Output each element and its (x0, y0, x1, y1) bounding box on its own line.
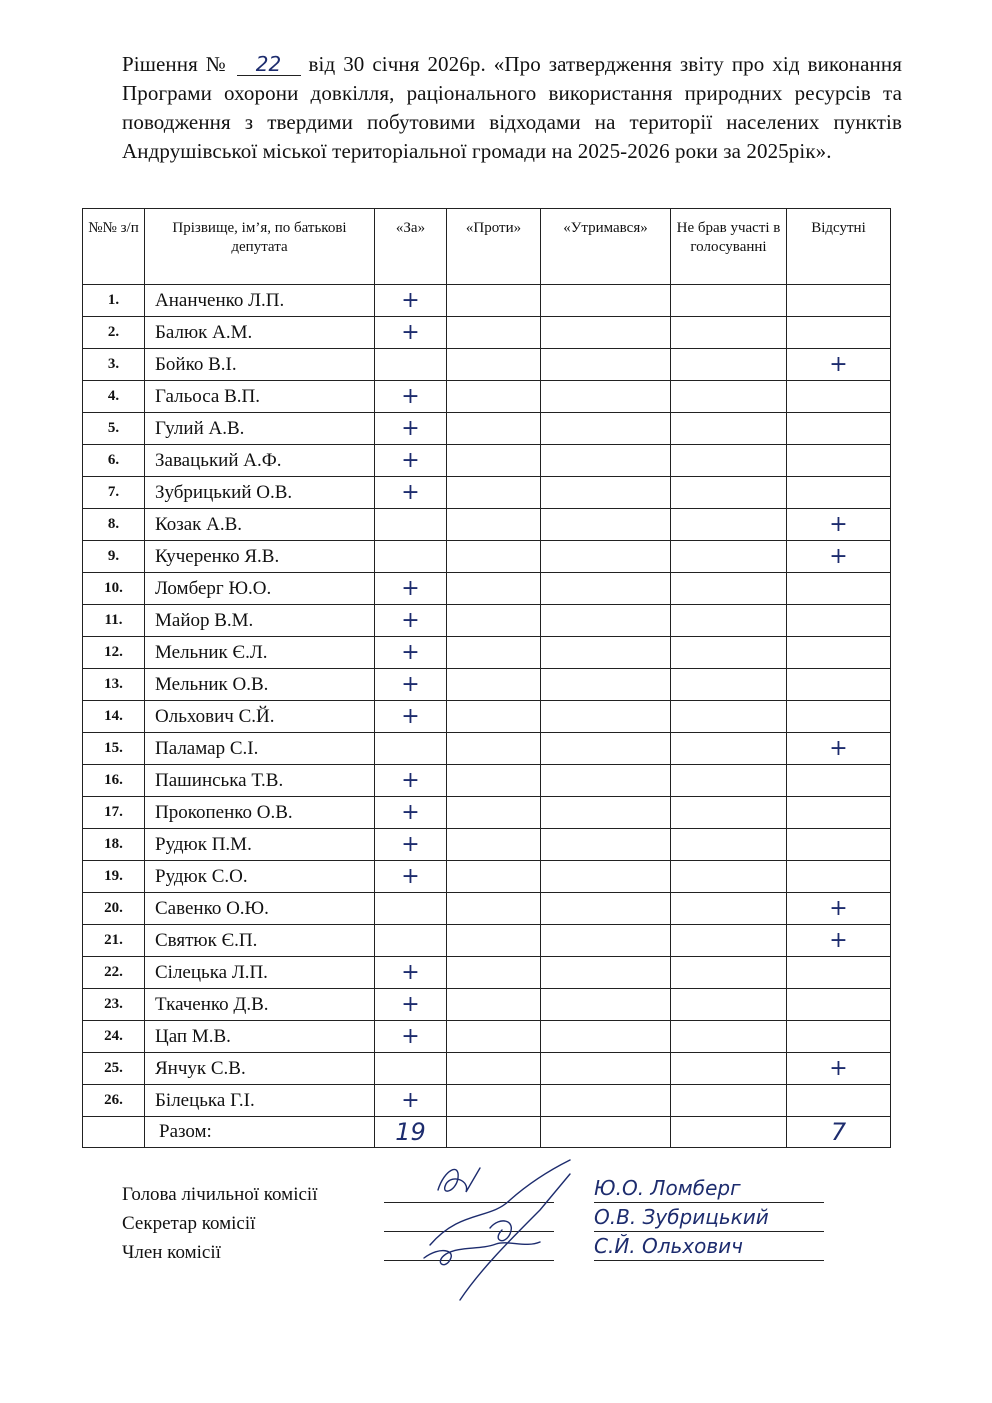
absent-mark: + (787, 733, 891, 765)
table-row (83, 445, 891, 477)
vote-against-cell (447, 733, 541, 765)
row-number: 14. (83, 701, 145, 733)
not-voted-cell (671, 317, 787, 349)
deputy-name: Білецька Г.І. (145, 1085, 375, 1117)
member-signature (424, 1174, 570, 1300)
row-number: 7. (83, 477, 145, 509)
vote-abstain-cell (541, 1021, 671, 1053)
row-number: 19. (83, 861, 145, 893)
not-voted-cell (671, 669, 787, 701)
vote-against-cell (447, 957, 541, 989)
commission-role: Член комісії (122, 1242, 221, 1263)
deputy-name: Паламар С.І. (145, 733, 375, 765)
absent-mark (787, 413, 891, 445)
vote-against-cell (447, 797, 541, 829)
not-voted-cell (671, 701, 787, 733)
absent-mark (787, 797, 891, 829)
vote-abstain-cell (541, 317, 671, 349)
not-voted-cell (671, 797, 787, 829)
vote-against-cell (447, 925, 541, 957)
row-number: 16. (83, 765, 145, 797)
row-number: 12. (83, 637, 145, 669)
vote-abstain-cell (541, 957, 671, 989)
table-row (83, 925, 891, 957)
commission-member-name: О.В. Зубрицький (594, 1203, 824, 1232)
deputy-name: Ольхович С.Й. (145, 701, 375, 733)
decision-text: від 30 січня 2026р. «Про затвердження звіту про хід виконання Програми охорони довкілля, раціонального використання природних ресурсів та поводження з твердими побутовими відходами на території населених пунктів Андрушівської міської територіальної громади на 2025-2026 роки за 2025рік». (122, 52, 902, 163)
table-row (83, 733, 891, 765)
table-row (83, 285, 891, 317)
table-row (83, 349, 891, 381)
row-number: 17. (83, 797, 145, 829)
vote-against-cell (447, 477, 541, 509)
vote-for-mark (375, 893, 447, 925)
not-voted-cell (671, 477, 787, 509)
table-row (83, 861, 891, 893)
decision-heading (122, 50, 902, 166)
absent-mark (787, 829, 891, 861)
table-header-row (83, 209, 891, 285)
total-row (83, 1117, 891, 1148)
handwritten-signatures (400, 1150, 580, 1320)
absent-mark (787, 573, 891, 605)
vote-for-mark: + (375, 829, 447, 861)
vote-for-mark (375, 541, 447, 573)
deputy-name: Рудюк П.М. (145, 829, 375, 861)
deputy-name: Завацький А.Ф. (145, 445, 375, 477)
row-number: 25. (83, 1053, 145, 1085)
total-for: 19 (375, 1117, 447, 1148)
table-row (83, 701, 891, 733)
table-row (83, 637, 891, 669)
deputy-name: Цап М.В. (145, 1021, 375, 1053)
vote-against-cell (447, 893, 541, 925)
absent-mark: + (787, 349, 891, 381)
not-voted-cell (671, 637, 787, 669)
vote-for-mark (375, 925, 447, 957)
not-voted-cell (671, 957, 787, 989)
vote-for-mark (375, 509, 447, 541)
vote-against-cell (447, 285, 541, 317)
not-voted-cell (671, 989, 787, 1021)
absent-mark (787, 957, 891, 989)
not-voted-cell (671, 925, 787, 957)
vote-against-cell (447, 381, 541, 413)
vote-for-mark: + (375, 989, 447, 1021)
absent-mark (787, 989, 891, 1021)
not-voted-cell (671, 349, 787, 381)
deputy-name: Янчук С.В. (145, 1053, 375, 1085)
absent-mark: + (787, 925, 891, 957)
commission-role: Секретар комісії (122, 1213, 256, 1234)
deputy-name: Гальоса В.П. (145, 381, 375, 413)
vote-abstain-cell (541, 1053, 671, 1085)
vote-against-cell (447, 445, 541, 477)
vote-abstain-cell (541, 637, 671, 669)
vote-against-cell (447, 541, 541, 573)
decision-number: 22 (237, 53, 301, 76)
vote-abstain-cell (541, 509, 671, 541)
vote-against-cell (447, 829, 541, 861)
vote-for-mark (375, 733, 447, 765)
vote-for-mark: + (375, 413, 447, 445)
row-number: 18. (83, 829, 145, 861)
deputy-name: Бойко В.І. (145, 349, 375, 381)
not-voted-cell (671, 733, 787, 765)
row-number: 8. (83, 509, 145, 541)
table-row (83, 893, 891, 925)
vote-for-mark: + (375, 317, 447, 349)
row-number: 23. (83, 989, 145, 1021)
total-absent: 7 (787, 1117, 891, 1148)
absent-mark (787, 861, 891, 893)
row-number: 22. (83, 957, 145, 989)
vote-abstain-cell (541, 573, 671, 605)
row-number: 15. (83, 733, 145, 765)
col-header-num: №№ з/п (83, 209, 145, 285)
vote-for-mark: + (375, 605, 447, 637)
row-number: 11. (83, 605, 145, 637)
vote-abstain-cell (541, 541, 671, 573)
total-not-voted-cell (671, 1117, 787, 1148)
vote-against-cell (447, 317, 541, 349)
vote-against-cell (447, 989, 541, 1021)
vote-abstain-cell (541, 829, 671, 861)
table-row (83, 317, 891, 349)
col-header-for: «За» (375, 209, 447, 285)
absent-mark (787, 1085, 891, 1117)
table-row (83, 1053, 891, 1085)
not-voted-cell (671, 861, 787, 893)
not-voted-cell (671, 1021, 787, 1053)
vote-abstain-cell (541, 989, 671, 1021)
absent-mark (787, 637, 891, 669)
vote-against-cell (447, 509, 541, 541)
commission-role: Голова лічильної комісії (122, 1184, 318, 1205)
deputy-name: Козак А.В. (145, 509, 375, 541)
row-number: 2. (83, 317, 145, 349)
vote-for-mark (375, 349, 447, 381)
vote-for-mark: + (375, 285, 447, 317)
deputy-name: Ломберг Ю.О. (145, 573, 375, 605)
vote-against-cell (447, 349, 541, 381)
row-number: 26. (83, 1085, 145, 1117)
table-row (83, 541, 891, 573)
vote-against-cell (447, 573, 541, 605)
decision-prefix: Рішення № (122, 52, 229, 76)
vote-abstain-cell (541, 701, 671, 733)
vote-for-mark: + (375, 445, 447, 477)
not-voted-cell (671, 765, 787, 797)
vote-for-mark: + (375, 637, 447, 669)
not-voted-cell (671, 573, 787, 605)
total-abstain-cell (541, 1117, 671, 1148)
row-number: 4. (83, 381, 145, 413)
row-number: 20. (83, 893, 145, 925)
table-row (83, 605, 891, 637)
vote-abstain-cell (541, 381, 671, 413)
deputy-name: Кучеренко Я.В. (145, 541, 375, 573)
absent-mark (787, 701, 891, 733)
deputy-name: Мельник Є.Л. (145, 637, 375, 669)
not-voted-cell (671, 605, 787, 637)
deputy-name: Мельник О.В. (145, 669, 375, 701)
table-row (83, 477, 891, 509)
not-voted-cell (671, 509, 787, 541)
vote-abstain-cell (541, 765, 671, 797)
vote-abstain-cell (541, 285, 671, 317)
vote-abstain-cell (541, 605, 671, 637)
vote-for-mark: + (375, 669, 447, 701)
vote-for-mark: + (375, 957, 447, 989)
vote-for-mark: + (375, 1021, 447, 1053)
vote-abstain-cell (541, 445, 671, 477)
commission-member-name: С.Й. Ольхович (594, 1232, 824, 1261)
col-header-name: Прізвище, ім’я, по батькові депутата (145, 209, 375, 285)
vote-abstain-cell (541, 925, 671, 957)
row-number: 13. (83, 669, 145, 701)
commission-member-name: Ю.О. Ломберг (594, 1174, 824, 1203)
deputy-name: Балюк А.М. (145, 317, 375, 349)
table-row (83, 381, 891, 413)
not-voted-cell (671, 893, 787, 925)
vote-against-cell (447, 701, 541, 733)
table-row (83, 669, 891, 701)
vote-against-cell (447, 1085, 541, 1117)
total-against-cell (447, 1117, 541, 1148)
chair-signature (438, 1168, 480, 1192)
vote-abstain-cell (541, 733, 671, 765)
vote-abstain-cell (541, 477, 671, 509)
absent-mark (787, 669, 891, 701)
col-header-absent: Відсутні (787, 209, 891, 285)
total-num-cell (83, 1117, 145, 1148)
not-voted-cell (671, 1085, 787, 1117)
absent-mark (787, 765, 891, 797)
not-voted-cell (671, 829, 787, 861)
vote-for-mark: + (375, 765, 447, 797)
vote-abstain-cell (541, 413, 671, 445)
total-label: Разом: (145, 1117, 375, 1148)
vote-for-mark: + (375, 797, 447, 829)
table-row (83, 413, 891, 445)
vote-abstain-cell (541, 669, 671, 701)
col-header-not-voted: Не брав участі в голосуванні (671, 209, 787, 285)
absent-mark (787, 445, 891, 477)
vote-for-mark: + (375, 701, 447, 733)
deputy-name: Савенко О.Ю. (145, 893, 375, 925)
vote-for-mark: + (375, 381, 447, 413)
deputy-name: Прокопенко О.В. (145, 797, 375, 829)
absent-mark: + (787, 541, 891, 573)
vote-against-cell (447, 1021, 541, 1053)
deputy-name: Ткаченко Д.В. (145, 989, 375, 1021)
row-number: 10. (83, 573, 145, 605)
not-voted-cell (671, 1053, 787, 1085)
col-header-against: «Проти» (447, 209, 541, 285)
table-row (83, 1021, 891, 1053)
table-row (83, 1085, 891, 1117)
vote-against-cell (447, 861, 541, 893)
deputy-name: Рудюк С.О. (145, 861, 375, 893)
vote-abstain-cell (541, 349, 671, 381)
absent-mark: + (787, 509, 891, 541)
row-number: 3. (83, 349, 145, 381)
vote-abstain-cell (541, 893, 671, 925)
table-row (83, 989, 891, 1021)
table-row (83, 509, 891, 541)
not-voted-cell (671, 381, 787, 413)
table-row (83, 573, 891, 605)
absent-mark (787, 1021, 891, 1053)
row-number: 5. (83, 413, 145, 445)
deputy-name: Пашинська Т.В. (145, 765, 375, 797)
vote-against-cell (447, 765, 541, 797)
absent-mark: + (787, 893, 891, 925)
deputy-name: Гулий А.В. (145, 413, 375, 445)
absent-mark (787, 381, 891, 413)
absent-mark: + (787, 1053, 891, 1085)
vote-abstain-cell (541, 797, 671, 829)
table-row (83, 765, 891, 797)
absent-mark (787, 285, 891, 317)
vote-against-cell (447, 1053, 541, 1085)
row-number: 24. (83, 1021, 145, 1053)
vote-against-cell (447, 669, 541, 701)
table-row (83, 829, 891, 861)
row-number: 21. (83, 925, 145, 957)
vote-for-mark: + (375, 573, 447, 605)
absent-mark (787, 605, 891, 637)
not-voted-cell (671, 285, 787, 317)
table-row (83, 797, 891, 829)
vote-abstain-cell (541, 1085, 671, 1117)
not-voted-cell (671, 445, 787, 477)
vote-against-cell (447, 605, 541, 637)
vote-for-mark (375, 1053, 447, 1085)
absent-mark (787, 477, 891, 509)
deputy-name: Святюк Є.П. (145, 925, 375, 957)
absent-mark (787, 317, 891, 349)
row-number: 1. (83, 285, 145, 317)
deputy-name: Ананченко Л.П. (145, 285, 375, 317)
vote-table (82, 208, 891, 1148)
table-row (83, 957, 891, 989)
vote-abstain-cell (541, 861, 671, 893)
vote-against-cell (447, 637, 541, 669)
vote-for-mark: + (375, 861, 447, 893)
deputy-name: Майор В.М. (145, 605, 375, 637)
deputy-name: Сілецька Л.П. (145, 957, 375, 989)
vote-for-mark: + (375, 1085, 447, 1117)
secretary-signature (430, 1160, 570, 1245)
vote-against-cell (447, 413, 541, 445)
col-header-abstain: «Утримався» (541, 209, 671, 285)
deputy-name: Зубрицький О.В. (145, 477, 375, 509)
not-voted-cell (671, 541, 787, 573)
vote-for-mark: + (375, 477, 447, 509)
row-number: 6. (83, 445, 145, 477)
row-number: 9. (83, 541, 145, 573)
not-voted-cell (671, 413, 787, 445)
